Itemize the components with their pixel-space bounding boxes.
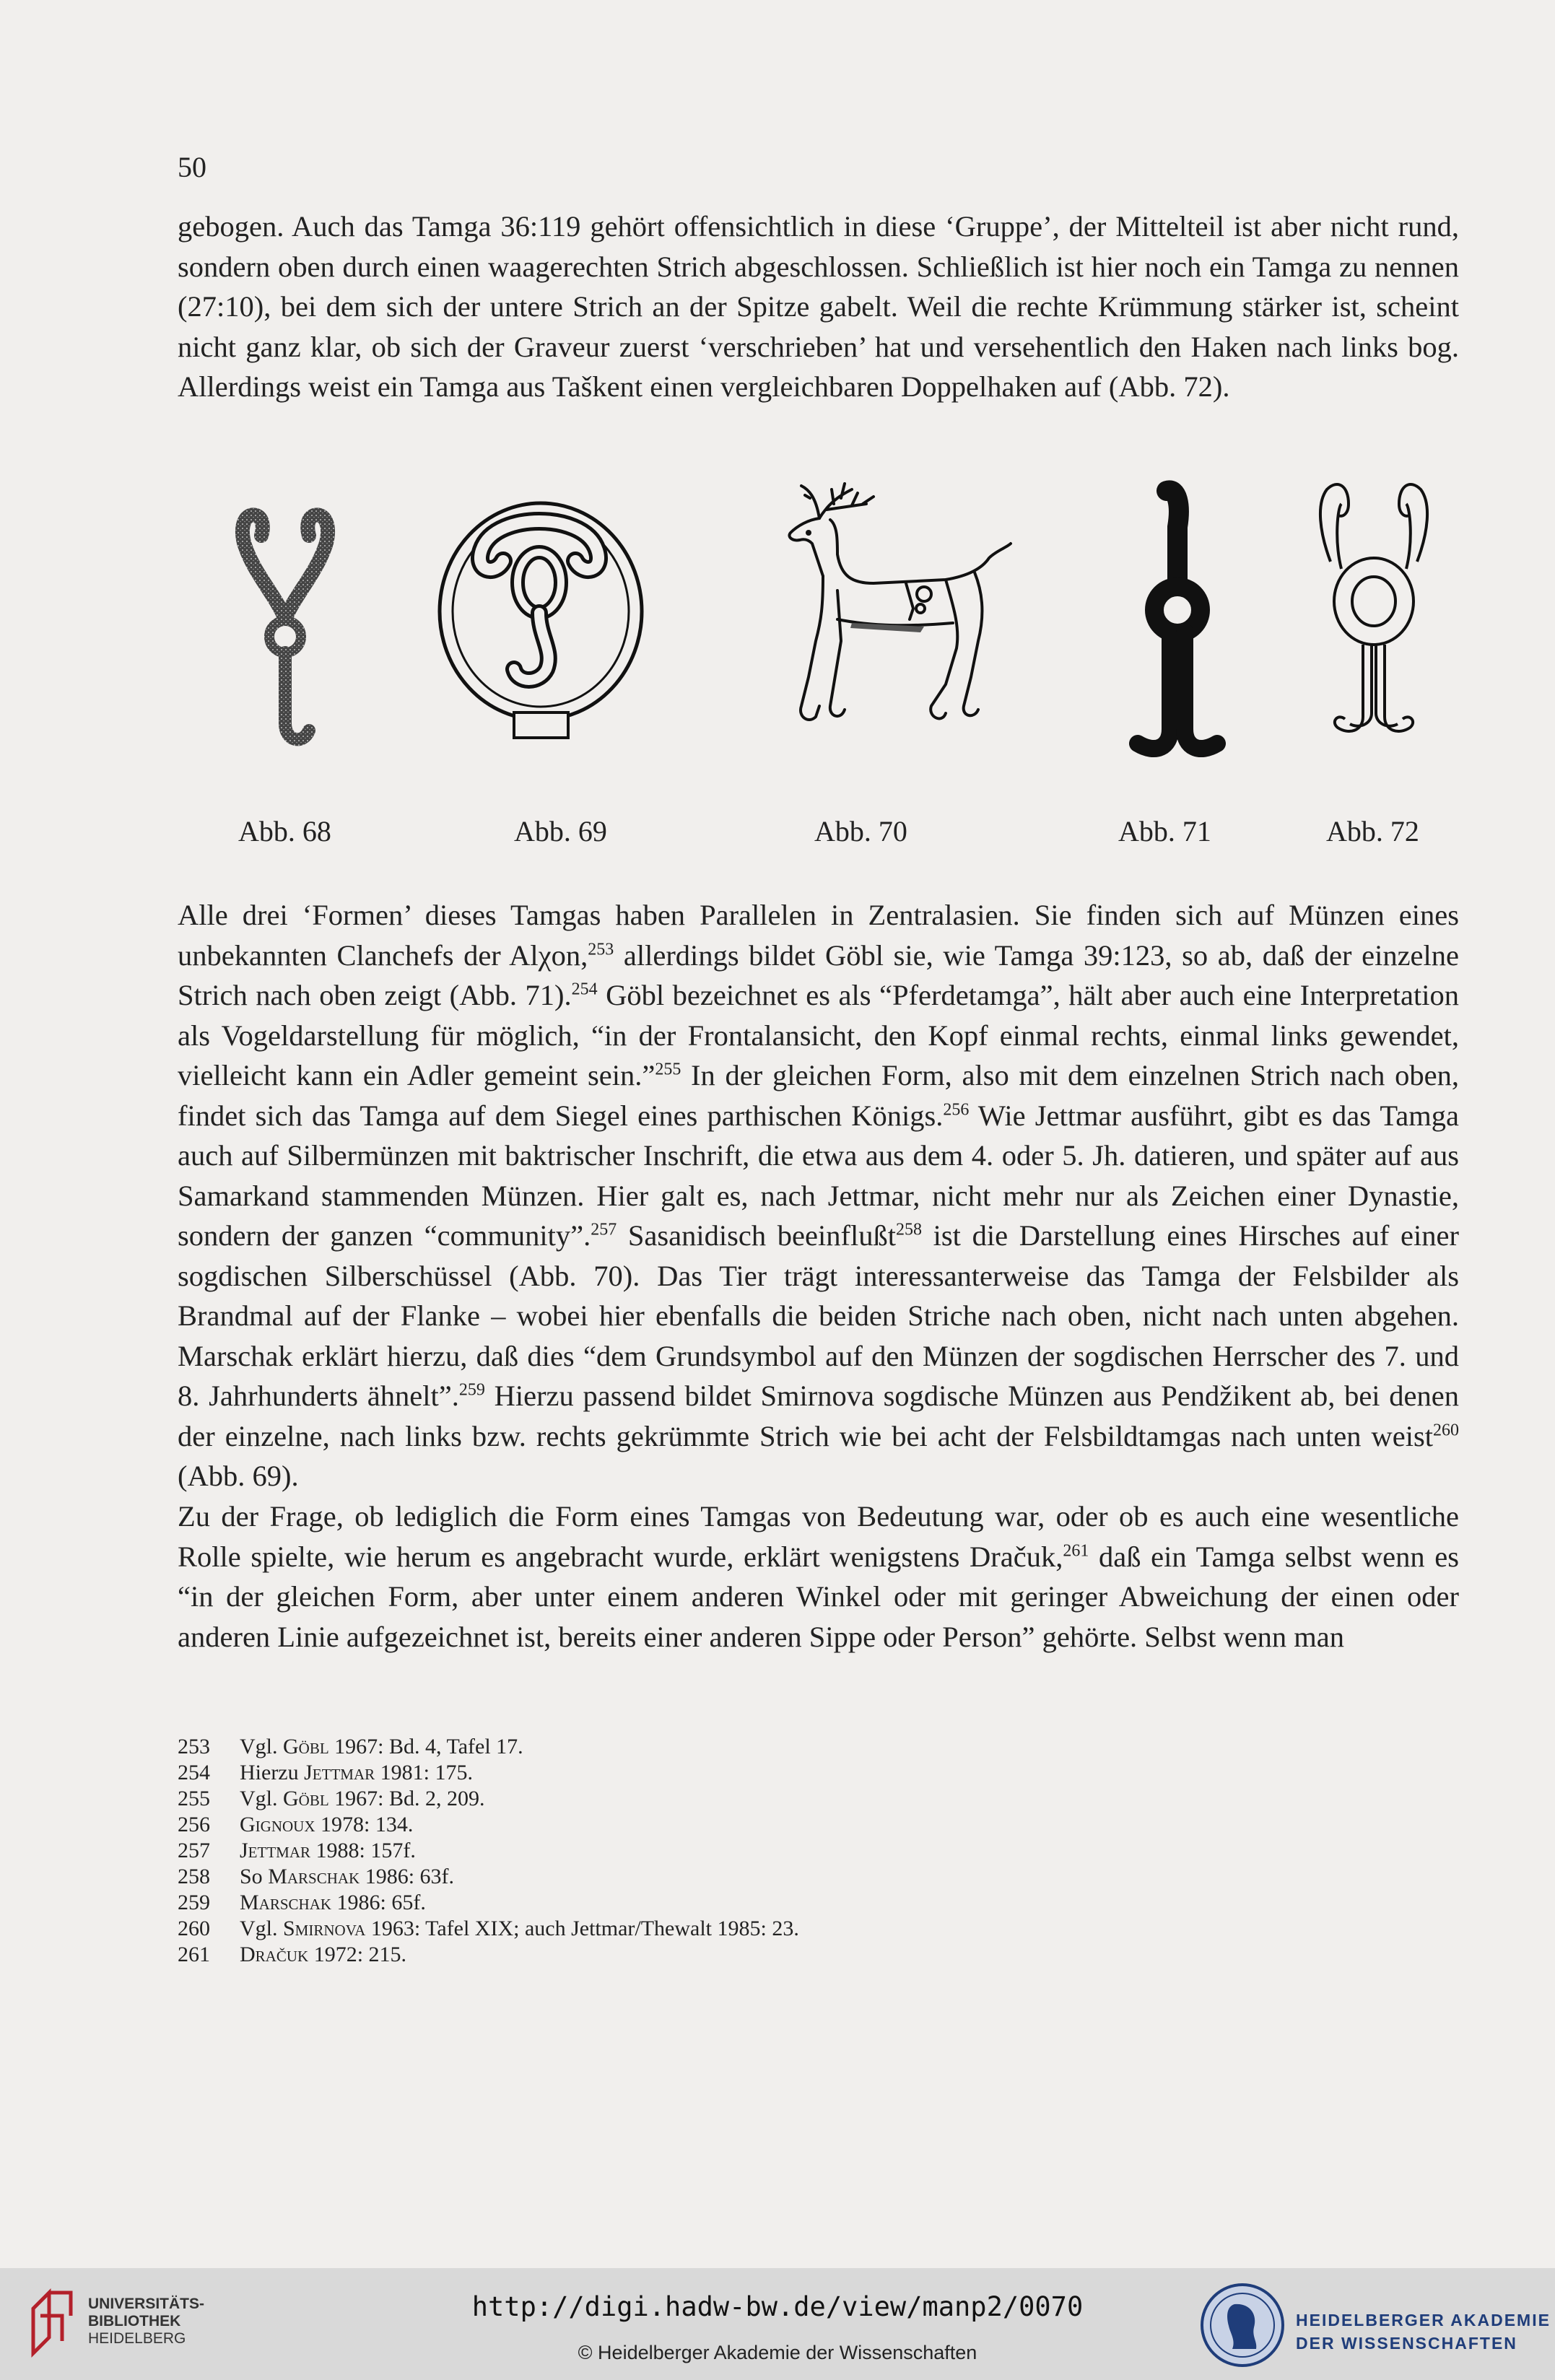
source-url-link[interactable]: http://digi.hadw-bw.de/view/manp2/0070 [471, 2291, 1084, 2322]
paragraph-2 [178, 895, 1459, 1496]
footnote-ref: 255 [655, 1060, 681, 1079]
footnote-number: 261 [178, 1943, 210, 1966]
footnote-261 [178, 1942, 1333, 1968]
footnote-ref: 261 [1063, 1541, 1089, 1560]
footnote-ref: 257 [591, 1220, 617, 1239]
footnote-ref: 253 [588, 940, 614, 959]
footnote-ref: 260 [1433, 1421, 1459, 1439]
footnote-253 [178, 1734, 1333, 1760]
footnote-number: 254 [178, 1761, 210, 1784]
library-line: BIBLIOTHEK [88, 2313, 181, 2329]
footnote-author: Smirnova [283, 1917, 366, 1940]
footnote-254 [178, 1760, 1333, 1786]
footnote-text: Vgl. [240, 1787, 283, 1810]
footnote-text: 1963: Tafel XIX; auch Jettmar/Thewalt 1985: 23. [365, 1917, 799, 1940]
footnote-author: Göbl [283, 1787, 329, 1810]
footnote-ref: 258 [895, 1220, 922, 1239]
text-segment: (Abb. 69). [178, 1460, 299, 1492]
text-segment: Sasanidisch beeinflußt [617, 1219, 896, 1252]
text-segment: In der gleichen Form, also mit dem einzelnen Strich nach oben, findet sich das Tamga auf dem Siegel eines parthischen Königs. [178, 1059, 1459, 1132]
footnote-author: Marschak [268, 1865, 360, 1888]
footnote-text: Hierzu [240, 1761, 305, 1784]
footnote-text: Vgl. [240, 1735, 283, 1758]
footnote-text: 1967: Bd. 2, 209. [328, 1787, 485, 1810]
footnote-number: 259 [178, 1891, 210, 1914]
footnote-text: 1986: 65f. [331, 1891, 426, 1914]
footnote-author: Dračuk [240, 1943, 309, 1966]
footnote-text: 1972: 215. [308, 1943, 407, 1966]
footnote-number: 255 [178, 1787, 210, 1810]
caption-abb-68: Abb. 68 [238, 815, 331, 847]
figure-abb-72 [1305, 475, 1442, 764]
text-segment: ist die Darstellung eines Hirsches auf einer sogdischen Silberschüssel (Abb. 70). Das Tier trägt interessanterweise das Tamga der Felsbilder als Brandmal auf der Flanke – wobei hier ebenfalls die beiden Striche nach oben, nicht nach unten abgehen. Marschak erklärt hierzu, daß dies “dem Grundsymbol auf den Münzen der sogdischen Herrscher des 7. und 8. Jahrhunderts ähnelt”. [178, 1219, 1459, 1412]
academy-seal-icon [1200, 2283, 1285, 2368]
academy-line: DER WISSENSCHAFTEN [1296, 2334, 1517, 2353]
text-segment: daß ein Tamga selbst wenn es “in der gleichen Form, aber unter einem anderen Winkel oder mit geringer Abweichung der einen oder anderen Linie aufgezeichnet ist, bereits einer anderen Sippe oder Person” gehörte. Selbst wenn man [178, 1540, 1459, 1653]
caption-abb-72: Abb. 72 [1326, 815, 1419, 847]
footnote-ref: 259 [458, 1380, 485, 1400]
text-segment: Wie Jettmar ausführt, gibt es das Tamga auch auf Silbermünzen mit baktrischer Inschrift, die etwa aus dem 4. oder 5. Jh. datieren, und später auf aus Samarkand stammenden Münzen. Hier galt es, nach Jettmar, nicht mehr nur als Zeichen einer Dynastie, sondern der ganzen “community”. [178, 1099, 1460, 1252]
footnote-text: 1978: 134. [315, 1813, 414, 1836]
footnote-author: Jettmar [304, 1761, 375, 1784]
page-number: 50 [178, 151, 206, 183]
caption-abb-71: Abb. 71 [1118, 815, 1211, 847]
footnote-258 [178, 1864, 1333, 1890]
text-segment: Zu der Frage, ob lediglich die Form eines Tamgas von Bedeutung war, oder ob es auch eine wesentliche Rolle spielte, wie herum es angebracht wurde, erklärt wenigstens Dračuk, [178, 1500, 1459, 1573]
academy-name [1296, 2309, 1551, 2355]
footnote-255 [178, 1786, 1333, 1812]
footnote-number: 258 [178, 1865, 210, 1888]
figure-abb-70 [765, 475, 1025, 764]
paragraph-3 [178, 1496, 1459, 1657]
text-segment: Göbl bezeichnet es als “Pferdetamga”, hält aber auch eine Interpretation als Vogeldarstellung für möglich, “in der Frontalansicht, den Kopf einmal rechts, einmal links gewendet, vielleicht kann ein Adler gemeint sein.” [178, 979, 1459, 1091]
footnote-number: 253 [178, 1735, 210, 1758]
caption-abb-70: Abb. 70 [814, 815, 907, 847]
paragraph-1: gebogen. Auch das Tamga 36:119 gehört offensichtlich in diese ‘Gruppe’, der Mittelteil ist aber nicht rund, sondern oben durch einen waagerechten Strich abgeschlossen. Schließlich ist hier noch ein Tamga zu nennen (27:10), bei dem sich der untere Strich an der Spitze gabelt. Weil die rechte Krümmung stärker ist, scheint nicht ganz klar, ob sich der Graveur zuerst ‘verschrieben’ hat und versehentlich den Haken nach links bog. Allerdings weist ein Tamga aus Taškent einen vergleichbaren Doppelhaken auf (Abb. 72). [178, 210, 1459, 403]
text-segment: Hierzu passend bildet Smirnova sogdische Münzen aus Pendžikent ab, bei denen der einzelne, nach links bzw. rechts gekrümmte Strich wie bei acht der Felsbildtamgas nach unten weist [178, 1379, 1459, 1452]
footnote-number: 257 [178, 1839, 210, 1862]
figure-abb-71 [1109, 476, 1239, 765]
footnote-text: Vgl. [240, 1917, 283, 1940]
caption-abb-69: Abb. 69 [514, 815, 607, 847]
footnote-number: 260 [178, 1917, 210, 1940]
figure-abb-68 [224, 492, 347, 752]
footnote-259 [178, 1890, 1333, 1916]
footnote-ref: 256 [943, 1100, 970, 1119]
library-line: HEIDELBERG [88, 2330, 186, 2347]
footnote-257 [178, 1838, 1333, 1864]
footnote-text: 1988: 157f. [310, 1839, 416, 1862]
footnote-text: So [240, 1865, 269, 1888]
text-segment: Alle drei ‘Formen’ dieses Tamgas haben Parallelen in Zentralasien. Sie finden sich auf Münzen eines unbekannten Clanchefs der Alχon, [178, 899, 1459, 972]
footnote-text: 1986: 63f. [360, 1865, 455, 1888]
text-segment: allerdings bildet Göbl sie, wie Tamga 39:123, so ab, daß der einzelne Strich nach oben zeigt (Abb. 71). [178, 938, 1459, 1011]
footnote-260 [178, 1916, 1333, 1942]
figure-abb-69 [431, 492, 648, 759]
footnote-author: Jettmar [240, 1839, 311, 1862]
footnote-text: 1967: Bd. 4, Tafel 17. [328, 1735, 523, 1758]
footnote-author: Marschak [240, 1891, 332, 1914]
footnote-256 [178, 1812, 1333, 1838]
footnote-author: Göbl [283, 1735, 329, 1758]
academy-line: HEIDELBERGER AKADEMIE [1296, 2311, 1551, 2329]
copyright-notice: © Heidelberger Akademie der Wissenschaften [578, 2342, 977, 2363]
footnote-ref: 254 [571, 980, 598, 999]
footnote-number: 256 [178, 1813, 210, 1836]
library-line: UNIVERSITÄTS- [88, 2296, 205, 2312]
footnote-text: 1981: 175. [375, 1761, 473, 1784]
footnote-author: Gignoux [240, 1813, 315, 1836]
footer-bar [0, 2268, 1555, 2380]
